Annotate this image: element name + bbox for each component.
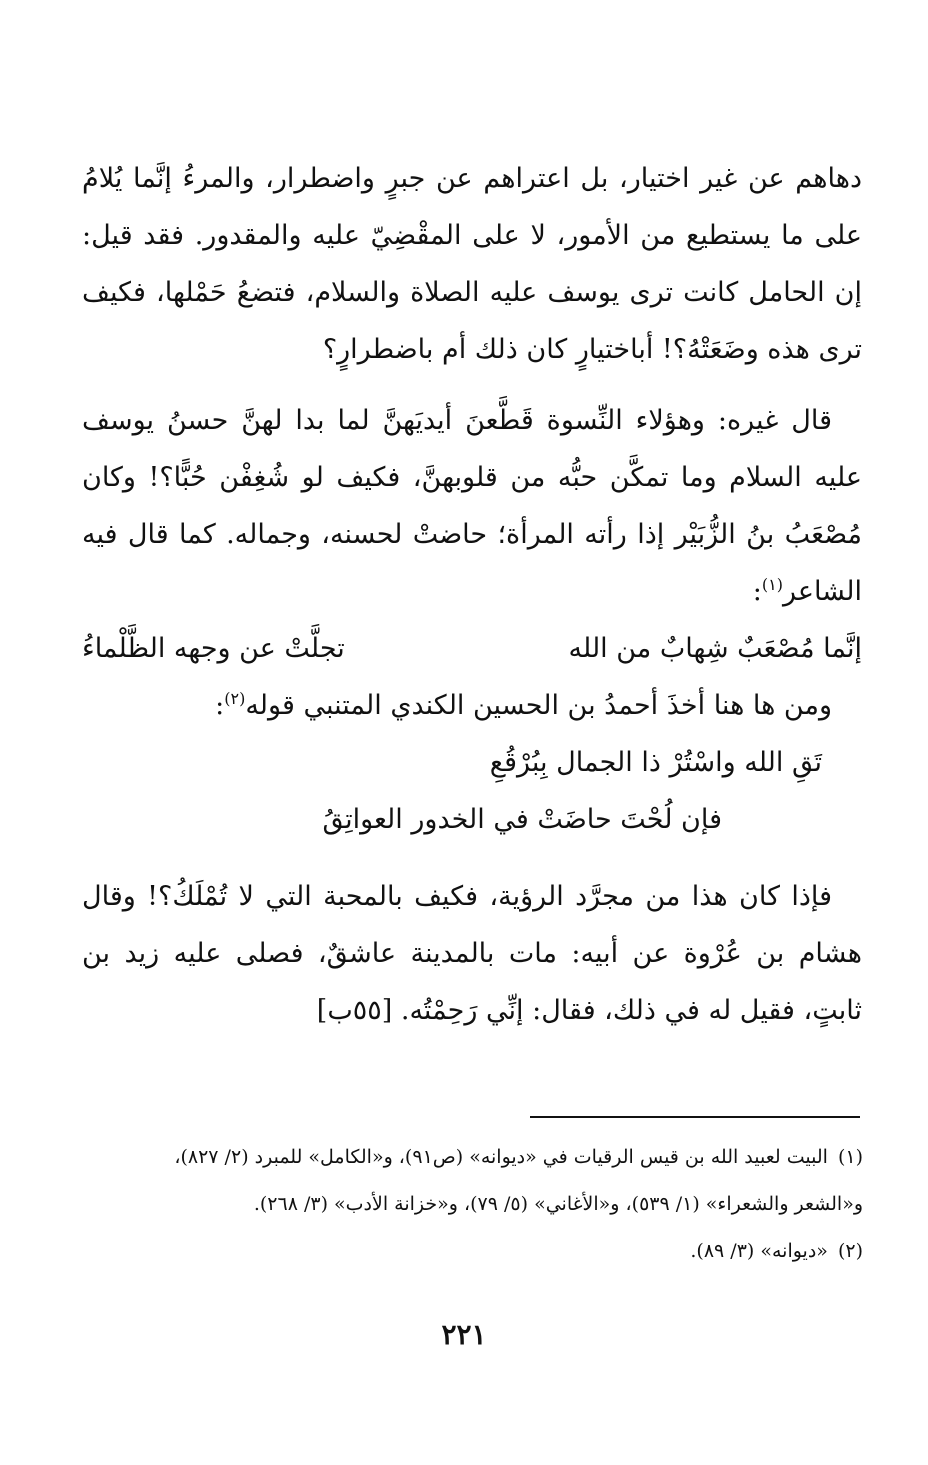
main-text xyxy=(82,150,862,1039)
page-number: ٢٢١ xyxy=(441,1318,487,1351)
footnote-2 xyxy=(88,1228,863,1275)
verse-2-line-1: تَقِ الله واسْتُرْ ذا الجمال بِبُرْقُعِ xyxy=(489,747,822,778)
verse-2-intro xyxy=(82,677,862,734)
verse-2-intro-colon: : xyxy=(215,690,225,721)
footnote-2-number: (٢) xyxy=(837,1240,863,1262)
paragraph-3: فإذا كان هذا من مجرَّد الرؤية، فكيف بالمحبة التي لا تُمْلَكُ؟! وقال هشام بن عُرْوة عن أبيه: مات بالمدينة عاشقٌ، فصلى عليه زيد بن ثابتٍ، فقيل له في ذلك، فقال: إنِّي رَحِمْتُه. [٥٥ب] xyxy=(82,881,862,1026)
paragraph-gap xyxy=(82,378,862,392)
verse-2-line-2: فإن لُحْتَ حاضَتْ في الخدور العواتِقُ xyxy=(322,804,722,835)
verse-2-intro-text: ومن ها هنا أخذَ أحمدُ بن الحسين الكندي المتنبي قوله xyxy=(245,690,832,721)
paragraph-1: دهاهم عن غير اختيار، بل اعتراهم عن جبرٍ واضطرار، والمرءُ إنَّما يُلامُ على ما يستطيع من الأمور، لا على المقْضِيّ عليه والمقدور. فقد قيل: إن الحامل كانت ترى يوسف عليه الصلاة والسلام، فتضعُ حَمْلها، فكيف ترى هذه وضَعَتْهُ؟! أباختيارٍ كان ذلك أم باضطرارٍ؟ xyxy=(82,163,862,365)
verse-1-second-hemistich: تجلَّتْ عن وجهه الظَّلْماءُ xyxy=(82,633,345,664)
paragraph-2-text: قال غيره: وهؤلاء النِّسوة قَطَّعنَ أيديَهنَّ لما بدا لهنَّ حسنُ يوسف عليه السلام وما تمكَّن حبُّه من قلوبهنَّ، فكيف لو شُغِفْن حُبًّا؟! وكان مُصْعَبُ بنُ الزُّبَيْر إذا رأته المرأة؛ حاضتْ لحسنه، وجماله. كما قال فيه الشاعر xyxy=(82,405,862,607)
footnote-ref-2[interactable]: (٢) xyxy=(224,689,246,708)
footnote-1-text: البيت لعبيد الله بن قيس الرقيات في «ديوانه» (ص٩١)، و«الكامل» للمبرد (٢/ ٨٢٧)، xyxy=(174,1146,828,1168)
footnote-1-number: (١) xyxy=(837,1146,863,1168)
paragraph-2-colon: : xyxy=(752,576,762,607)
footnote-1-line-2: و«الشعر والشعراء» (١/ ٥٣٩)، و«الأغاني» (٥/ ٧٩)، و«خزانة الأدب» (٣/ ٢٦٨). xyxy=(253,1193,863,1215)
verse-1-first-hemistich: إنَّما مُصْعَبٌ شِهابٌ من الله xyxy=(568,633,862,664)
footnote-separator xyxy=(530,1116,860,1118)
verse-1 xyxy=(82,620,862,677)
footnotes xyxy=(88,1134,863,1275)
footnote-2-text: «ديوانه» (٣/ ٨٩). xyxy=(690,1240,828,1262)
footnote-1-line-1 xyxy=(88,1134,863,1181)
footnote-ref-1[interactable]: (١) xyxy=(761,575,783,594)
paragraph-gap xyxy=(82,848,862,868)
paragraph-2 xyxy=(82,392,862,620)
